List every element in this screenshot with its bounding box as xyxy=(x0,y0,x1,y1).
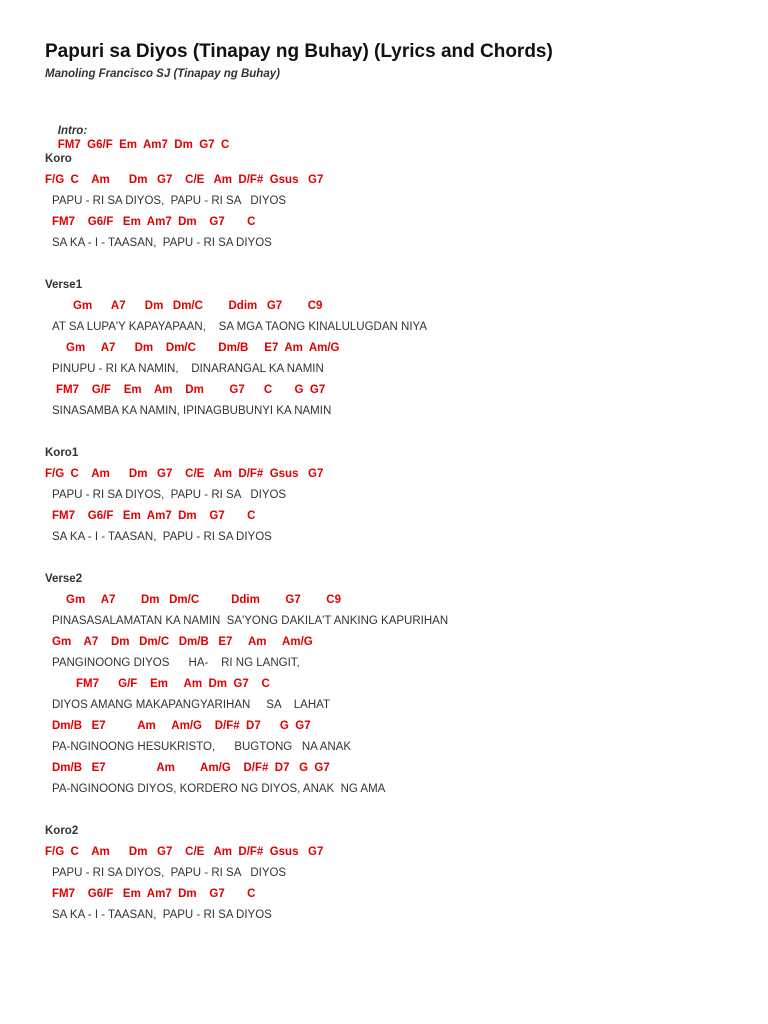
song-title: Papuri sa Diyos (Tinapay ng Buhay) (Lyrics and Chords) xyxy=(45,41,553,62)
lyric-line: DIYOS AMANG MAKAPANGYARIHAN SA LAHAT xyxy=(52,699,330,711)
section-heading: Koro2 xyxy=(45,825,79,837)
lyric-line: PAPU - RI SA DIYOS, PAPU - RI SA DIYOS xyxy=(52,489,287,501)
chord-line: Gm A7 Dm Dm/C Dm/B E7 Am Am/G xyxy=(52,636,313,648)
section-heading: Verse2 xyxy=(45,573,83,585)
chord-line: FM7 G6/F Em Am7 Dm G7 C xyxy=(52,510,256,522)
chord-line: FM7 G/F Em Am Dm G7 C G G7 xyxy=(56,384,326,396)
lyric-line: PA-NGINOONG DIYOS, KORDERO NG DIYOS, ANAK NG AMA xyxy=(52,783,386,795)
lyric-line: AT SA LUPA'Y KAPAYAPAAN, SA MGA TAONG KINALULUGDAN NIYA xyxy=(52,321,428,333)
lyric-line: PANGINOONG DIYOS HA- RI NG LANGIT, xyxy=(52,657,300,669)
lyric-line: PA-NGINOONG HESUKRISTO, BUGTONG NA ANAK xyxy=(52,741,352,753)
lyric-line: SA KA - I - TAASAN, PAPU - RI SA DIYOS xyxy=(52,237,272,249)
intro-line xyxy=(45,110,229,166)
chord-line: FM7 G6/F Em Am7 Dm G7 C xyxy=(52,888,256,900)
intro-chords: FM7 G6/F Em Am7 Dm G7 C xyxy=(57,139,230,151)
chord-line: F/G C Am Dm G7 C/E Am D/F# Gsus G7 xyxy=(45,174,324,186)
section-heading: Koro1 xyxy=(45,447,79,459)
lyric-line: SINASAMBA KA NAMIN, IPINAGBUBUNYI KA NAMIN xyxy=(52,405,332,417)
lyric-line: SA KA - I - TAASAN, PAPU - RI SA DIYOS xyxy=(52,909,272,921)
intro-label: Intro: xyxy=(57,125,88,137)
chord-line: F/G C Am Dm G7 C/E Am D/F# Gsus G7 xyxy=(45,846,324,858)
lyric-line: PINASASALAMATAN KA NAMIN SA'YONG DAKILA'T ANKING KAPURIHAN xyxy=(52,615,449,627)
chord-line: F/G C Am Dm G7 C/E Am D/F# Gsus G7 xyxy=(45,468,324,480)
chord-line: Gm A7 Dm Dm/C Ddim G7 C9 xyxy=(73,300,323,312)
song-subtitle: Manoling Francisco SJ (Tinapay ng Buhay) xyxy=(45,68,280,80)
chord-line: Gm A7 Dm Dm/C Dm/B E7 Am Am/G xyxy=(66,342,340,354)
lyric-line: PAPU - RI SA DIYOS, PAPU - RI SA DIYOS xyxy=(52,867,287,879)
chord-line: Dm/B E7 Am Am/G D/F# D7 G G7 xyxy=(52,762,330,774)
chord-line: FM7 G/F Em Am Dm G7 C xyxy=(76,678,270,690)
chord-line: Dm/B E7 Am Am/G D/F# D7 G G7 xyxy=(52,720,311,732)
lyric-line: PAPU - RI SA DIYOS, PAPU - RI SA DIYOS xyxy=(52,195,287,207)
section-heading: Koro xyxy=(45,153,72,165)
lyric-line: PINUPU - RI KA NAMIN, DINARANGAL KA NAMIN xyxy=(52,363,324,375)
chord-line: FM7 G6/F Em Am7 Dm G7 C xyxy=(52,216,256,228)
lyric-line: SA KA - I - TAASAN, PAPU - RI SA DIYOS xyxy=(52,531,272,543)
section-heading: Verse1 xyxy=(45,279,83,291)
chord-line: Gm A7 Dm Dm/C Ddim G7 C9 xyxy=(66,594,341,606)
